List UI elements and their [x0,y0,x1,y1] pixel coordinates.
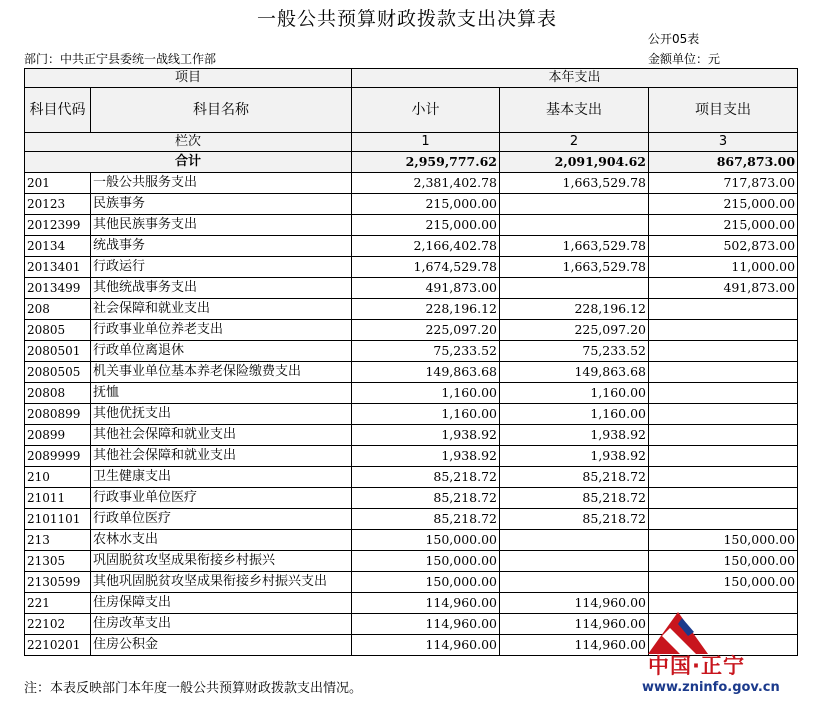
page-title: 一般公共预算财政拨款支出决算表 [256,8,557,30]
basic-cell [500,551,649,572]
subtotal-cell: 1,160.00 [352,404,500,425]
header-col-3: 3 [649,133,798,152]
name-cell: 住房改革支出 [91,614,352,635]
code-cell: 210 [25,467,91,488]
basic-cell: 1,160.00 [500,383,649,404]
code-cell: 22102 [25,614,91,635]
basic-cell [500,530,649,551]
basic-cell: 1,663,529.78 [500,173,649,194]
name-cell: 社会保障和就业支出 [91,299,352,320]
basic-cell: 1,160.00 [500,404,649,425]
code-cell: 20808 [25,383,91,404]
code-cell: 221 [25,593,91,614]
basic-cell: 85,218.72 [500,488,649,509]
subtotal-cell: 114,960.00 [352,593,500,614]
basic-cell: 85,218.72 [500,509,649,530]
watermark-name: 中国·正宁 [648,654,745,678]
subtotal-cell: 150,000.00 [352,551,500,572]
basic-cell: 149,863.68 [500,362,649,383]
code-cell: 20805 [25,320,91,341]
project-cell [649,341,798,362]
total-label: 合计 [25,152,352,173]
code-cell: 2130599 [25,572,91,593]
name-cell: 其他统战事务支出 [91,278,352,299]
project-cell: 150,000.00 [649,551,798,572]
table-row [25,572,798,593]
name-cell: 抚恤 [91,383,352,404]
code-cell: 213 [25,530,91,551]
subtotal-cell: 1,160.00 [352,383,500,404]
code-cell: 21011 [25,488,91,509]
subtotal-cell: 85,218.72 [352,488,500,509]
project-cell [649,467,798,488]
name-cell: 机关事业单位基本养老保险缴费支出 [91,362,352,383]
basic-cell: 114,960.00 [500,614,649,635]
code-cell: 20134 [25,236,91,257]
code-cell: 201 [25,173,91,194]
subtotal-cell: 491,873.00 [352,278,500,299]
department-label: 部门：中共正宁县委统一战线工作部 [24,52,217,66]
table-row [25,194,798,215]
subtotal-cell: 225,097.20 [352,320,500,341]
table-row [25,362,798,383]
name-cell: 行政事业单位医疗 [91,488,352,509]
table-row [25,236,798,257]
basic-cell [500,572,649,593]
table-row [25,446,798,467]
table-row [25,488,798,509]
project-cell: 491,873.00 [649,278,798,299]
project-cell [649,383,798,404]
subtotal-cell: 85,218.72 [352,467,500,488]
table-row [25,530,798,551]
subtotal-cell: 85,218.72 [352,509,500,530]
total-basic: 2,091,904.62 [500,152,649,173]
name-cell: 其他社会保障和就业支出 [91,425,352,446]
name-cell: 住房公积金 [91,635,352,656]
basic-cell: 1,938.92 [500,446,649,467]
subtotal-cell: 1,674,529.78 [352,257,500,278]
form-code: 公开05表 [648,32,700,46]
header-name: 科目名称 [91,88,352,133]
header-basic: 基本支出 [500,88,649,133]
name-cell: 农林水支出 [91,530,352,551]
table-row [25,341,798,362]
table-row [25,425,798,446]
subtotal-cell: 75,233.52 [352,341,500,362]
header-code: 科目代码 [25,88,91,133]
code-cell: 208 [25,299,91,320]
code-cell: 20899 [25,425,91,446]
table-row [25,173,798,194]
zhengning-logo-icon [648,612,708,654]
name-cell: 其他社会保障和就业支出 [91,446,352,467]
name-cell: 其他巩固脱贫攻坚成果衔接乡村振兴支出 [91,572,352,593]
subtotal-cell: 215,000.00 [352,194,500,215]
table-row [25,383,798,404]
table-row [25,257,798,278]
name-cell: 其他民族事务支出 [91,215,352,236]
basic-cell: 114,960.00 [500,593,649,614]
name-cell: 行政单位离退休 [91,341,352,362]
subtotal-cell: 150,000.00 [352,572,500,593]
basic-cell: 1,938.92 [500,425,649,446]
subtotal-cell: 149,863.68 [352,362,500,383]
project-cell: 11,000.00 [649,257,798,278]
project-cell [649,593,798,614]
header-item: 项目 [25,69,352,88]
table-row [25,278,798,299]
expenditure-table [24,68,798,656]
header-col-1: 1 [352,133,500,152]
total-row [25,152,798,173]
basic-cell [500,194,649,215]
table-row [25,509,798,530]
project-cell [649,362,798,383]
name-cell: 统战事务 [91,236,352,257]
project-cell: 215,000.00 [649,215,798,236]
basic-cell: 85,218.72 [500,467,649,488]
code-cell: 2013499 [25,278,91,299]
basic-cell: 228,196.12 [500,299,649,320]
name-cell: 住房保障支出 [91,593,352,614]
subtotal-cell: 114,960.00 [352,614,500,635]
table-row [25,551,798,572]
table-row [25,299,798,320]
site-watermark [636,612,806,698]
project-cell [649,299,798,320]
project-cell [649,509,798,530]
project-cell: 150,000.00 [649,572,798,593]
basic-cell: 75,233.52 [500,341,649,362]
code-cell: 2080501 [25,341,91,362]
project-cell: 150,000.00 [649,530,798,551]
code-cell: 2210201 [25,635,91,656]
code-cell: 21305 [25,551,91,572]
unit-label: 金额单位：元 [648,52,721,66]
name-cell: 行政事业单位养老支出 [91,320,352,341]
project-cell [649,425,798,446]
basic-cell [500,278,649,299]
name-cell: 巩固脱贫攻坚成果衔接乡村振兴 [91,551,352,572]
code-cell: 2012399 [25,215,91,236]
total-project: 867,873.00 [649,152,798,173]
header-expense: 本年支出 [352,69,798,88]
basic-cell: 225,097.20 [500,320,649,341]
code-cell: 20123 [25,194,91,215]
code-cell: 2013401 [25,257,91,278]
project-cell: 502,873.00 [649,236,798,257]
name-cell: 卫生健康支出 [91,467,352,488]
header-column-order: 栏次 [25,133,352,152]
project-cell: 717,873.00 [649,173,798,194]
code-cell: 2089999 [25,446,91,467]
header-col-2: 2 [500,133,649,152]
code-cell: 2080505 [25,362,91,383]
name-cell: 其他优抚支出 [91,404,352,425]
code-cell: 2101101 [25,509,91,530]
subtotal-cell: 215,000.00 [352,215,500,236]
subtotal-cell: 114,960.00 [352,635,500,656]
project-cell [649,320,798,341]
basic-cell: 1,663,529.78 [500,236,649,257]
subtotal-cell: 1,938.92 [352,446,500,467]
project-cell [649,446,798,467]
name-cell: 行政单位医疗 [91,509,352,530]
basic-cell: 1,663,529.78 [500,257,649,278]
header-subtotal: 小计 [352,88,500,133]
basic-cell [500,215,649,236]
subtotal-cell: 150,000.00 [352,530,500,551]
total-subtotal: 2,959,777.62 [352,152,500,173]
project-cell [649,404,798,425]
header-project: 项目支出 [649,88,798,133]
basic-cell: 114,960.00 [500,635,649,656]
watermark-url: www.zninfo.gov.cn [642,680,780,695]
table-row [25,215,798,236]
code-cell: 2080899 [25,404,91,425]
table-row [25,593,798,614]
project-cell [649,488,798,509]
subtotal-cell: 2,166,402.78 [352,236,500,257]
name-cell: 一般公共服务支出 [91,173,352,194]
name-cell: 行政运行 [91,257,352,278]
table-row [25,320,798,341]
subtotal-cell: 1,938.92 [352,425,500,446]
subtotal-cell: 228,196.12 [352,299,500,320]
name-cell: 民族事务 [91,194,352,215]
table-row [25,467,798,488]
table-row [25,404,798,425]
subtotal-cell: 2,381,402.78 [352,173,500,194]
project-cell: 215,000.00 [649,194,798,215]
footnote: 注：本表反映部门本年度一般公共预算财政拨款支出情况。 [24,681,363,696]
